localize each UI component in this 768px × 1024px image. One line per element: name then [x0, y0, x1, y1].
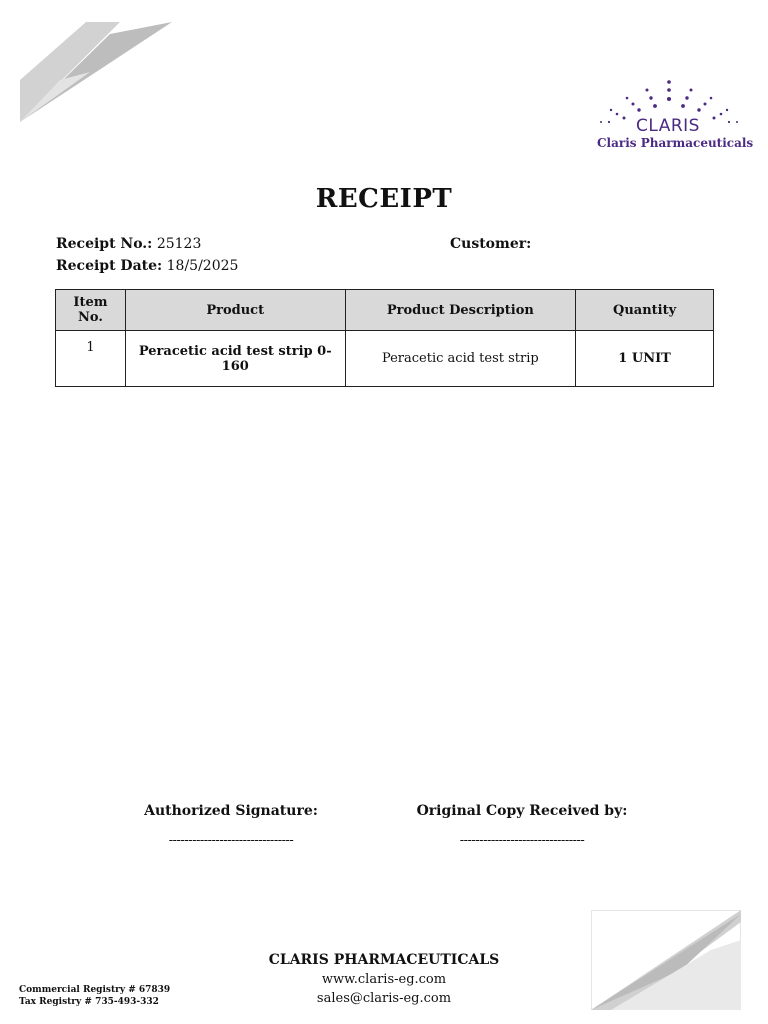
cell-product: Peracetic acid test strip 0-160 [125, 331, 345, 387]
column-header-quantity: Quantity [576, 290, 714, 331]
receipt-title: RECEIPT [315, 184, 453, 214]
receipt-number-field [56, 236, 201, 252]
receipt-number-label: Receipt No.: [56, 236, 153, 252]
footer-email: sales@claris-eg.com [316, 991, 452, 1006]
customer-label: Customer: [450, 236, 532, 252]
corner-decoration-top-left [20, 22, 172, 122]
registry-info [19, 984, 170, 1008]
authorized-signature-label: Authorized Signature: [144, 803, 318, 819]
tax-registry: Tax Registry # 735-493-332 [19, 997, 159, 1007]
column-header-description: Product Description [345, 290, 576, 331]
items-table [55, 289, 714, 387]
received-by-line: -------------------------------- [459, 833, 585, 848]
customer-field [450, 236, 531, 252]
column-header-product: Product [125, 290, 345, 331]
cell-description: Peracetic acid test strip [345, 331, 576, 387]
logo-wordmark: CLARIS [636, 116, 700, 136]
logo-company-name: Claris Pharmaceuticals [597, 136, 754, 150]
cell-item-no: 1 [56, 331, 126, 387]
received-by-label: Original Copy Received by: [416, 803, 628, 819]
receipt-date-field [56, 258, 238, 274]
receipt-number-value: 25123 [156, 236, 202, 252]
table-header-row [56, 290, 714, 331]
authorized-signature-line: -------------------------------- [168, 833, 294, 848]
footer-company-name: CLARIS PHARMACEUTICALS [268, 952, 500, 968]
receipt-date-label: Receipt Date: [56, 258, 163, 274]
footer-website: www.claris-eg.com [321, 972, 447, 987]
column-header-item-no: Item No. [56, 290, 126, 331]
table-row [56, 331, 714, 387]
cell-quantity: 1 UNIT [576, 331, 714, 387]
receipt-date-value: 18/5/2025 [166, 258, 239, 274]
company-logo [597, 78, 754, 154]
commercial-registry: Commercial Registry # 67839 [19, 985, 171, 995]
